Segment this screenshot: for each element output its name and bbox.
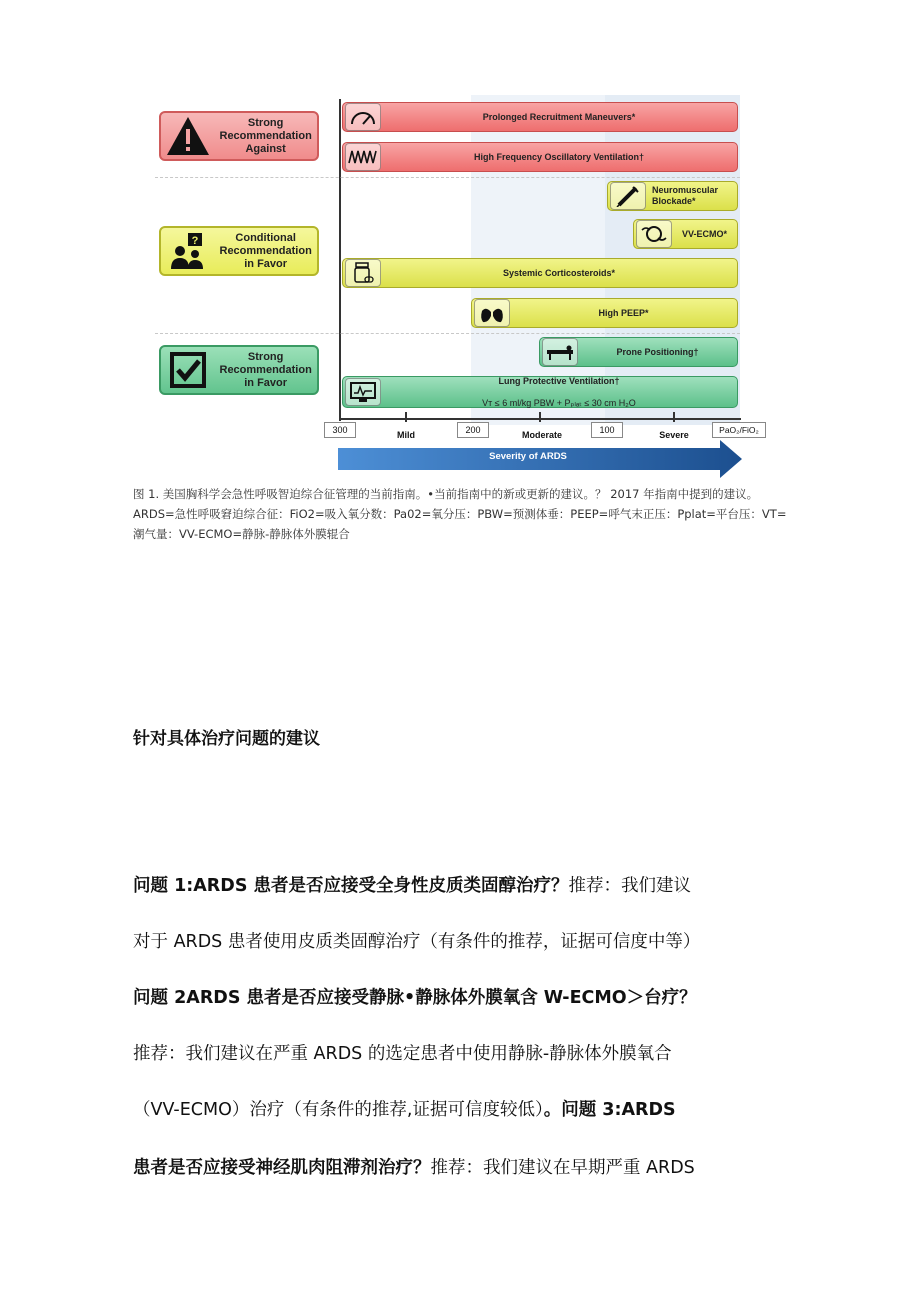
badge-conditional-favor <box>159 226 319 276</box>
tick-label-300: 300 <box>324 422 356 438</box>
bar-label-group <box>381 365 737 420</box>
bar-label: VV-ECMO* <box>681 228 727 239</box>
bar-neuromuscular-blockade <box>607 181 738 211</box>
people-question-icon <box>161 226 214 276</box>
category-severe: Severe <box>659 430 689 440</box>
tick-label-pao2-fio2: PaO₂/FiO₂ <box>712 422 766 438</box>
bar-high-peep <box>471 298 738 328</box>
bar-label: Neuromuscular Blockade* <box>652 185 719 206</box>
badge-strong-against <box>159 111 319 161</box>
category-moderate: Moderate <box>521 430 562 440</box>
paragraph-line-6 <box>133 1156 695 1180</box>
category-mild: Mild <box>397 430 415 440</box>
paragraph-line-1 <box>133 874 691 898</box>
waveform-icon <box>345 143 381 171</box>
answer-1-continued: 对于 ARDS 患者使用皮质类固醇治疗（有条件的推荐，证据可信度中等） <box>133 932 701 952</box>
bar-label: High PEEP* <box>598 307 649 318</box>
question-2-bold: 问题 2ARDS 患者是否应接受静脉•静脉体外膜氧含 W-ECMO＞台疗？ <box>133 988 697 1008</box>
tick-mild <box>405 412 407 422</box>
badge-label: Conditional Recommendation in Favor <box>219 231 312 270</box>
tick-moderate <box>539 412 541 422</box>
bar-label: Prolonged Recruitment Maneuvers* <box>482 111 636 122</box>
bar-prone-positioning <box>539 337 738 367</box>
prone-bed-icon <box>542 338 578 366</box>
question-3-bold: 患者是否应接受神经肌肉阻滞剂治疗？ <box>133 1158 431 1178</box>
gauge-icon <box>345 103 381 131</box>
section-heading: 针对具体治疗问题的建议 <box>133 729 320 749</box>
bar-label: High Frequency Oscillatory Ventilation† <box>473 151 645 162</box>
separator-1 <box>155 177 740 178</box>
bar-lung-protective-ventilation <box>342 376 738 408</box>
badge-label: Strong Recommendation Against <box>219 116 312 155</box>
bar-label: Prone Positioning† <box>616 346 699 357</box>
ventilator-monitor-icon <box>345 378 381 406</box>
lungs-icon <box>474 299 510 327</box>
paragraph-line-4 <box>133 1042 672 1066</box>
svg-text:?: ? <box>191 235 199 247</box>
tick-label-100: 100 <box>591 422 623 438</box>
bar-hfov <box>342 142 738 172</box>
severity-arrow-label: Severity of ARDS <box>489 451 567 462</box>
ards-guideline-figure <box>155 95 767 485</box>
separator-2 <box>155 333 740 334</box>
answer-2: 推荐：我们建议在严重 ARDS 的选定患者中使用静脉-静脉体外膜氧合 <box>133 1044 672 1064</box>
paragraph-line-2 <box>133 930 700 954</box>
bar-prolonged-recruitment <box>342 102 738 132</box>
syringe-icon <box>610 182 646 210</box>
bar-systemic-corticosteroids <box>342 258 738 288</box>
checkbox-icon <box>161 345 214 395</box>
paragraph-line-5 <box>133 1098 676 1122</box>
bar-sublabel: Vᴛ ≤ 6 ml/kg PBW + Pₚₗₐₜ ≤ 30 cm H₂O <box>482 397 636 408</box>
badge-label: Strong Recommendation in Favor <box>219 350 312 389</box>
bar-label: Systemic Corticosteroids* <box>502 267 616 278</box>
answer-3: 推荐：我们建议在早期严重 ARDS <box>430 1158 695 1178</box>
tick-label-200: 200 <box>457 422 489 438</box>
pill-bottle-icon <box>345 259 381 287</box>
tick-severe <box>673 412 675 422</box>
answer-2-continued: （VV-ECMO）治疗（有条件的推荐,证据可信度较低） <box>133 1100 544 1120</box>
question-3-bold-start: 。问题 3:ARDS <box>543 1100 676 1120</box>
question-1-bold: 问题 1:ARDS 患者是否应接受全身性皮质类固醇治疗？ <box>133 876 569 896</box>
bar-vv-ecmo <box>633 219 738 249</box>
question-1-answer: 推荐：我们建议 <box>568 876 692 896</box>
vertical-axis <box>339 99 341 421</box>
ecmo-icon <box>636 220 672 248</box>
figure-caption: 图 1. 美国胸科学会急性呼吸智迫综合征管理的当前指南。•当前指南中的新或更新的建议。？ 2017 年指南中提到的建议。ARDS=急性呼吸窘迫综合征：FiO2=吸入氧分数：Pa02=氧分压：PBW=预测体垂：PEEP=呼气末正压：Pplat=平台压：VT=潮气量：VV-ECMO=静脉-静脉体外膜辊合 <box>133 487 787 541</box>
bar-label: Lung Protective Ventilation† <box>498 375 620 386</box>
paragraph-line-3 <box>133 986 697 1010</box>
warning-icon <box>161 111 214 161</box>
badge-strong-favor <box>159 345 319 395</box>
